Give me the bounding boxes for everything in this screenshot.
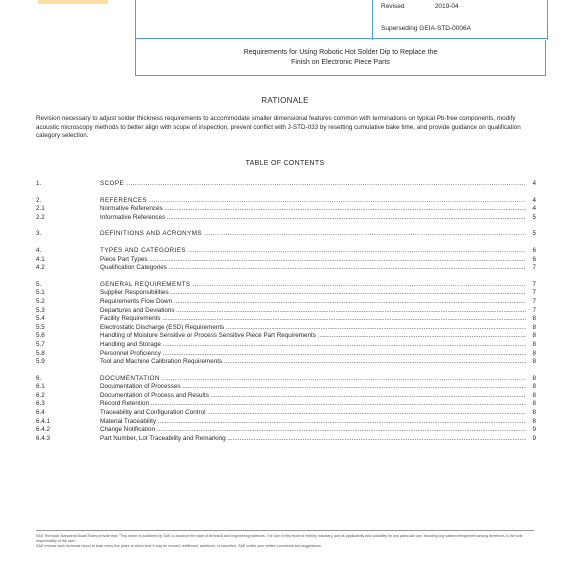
toc-entry-number: 5.7 (36, 340, 45, 348)
toc-entry-page: 7 (526, 289, 536, 298)
toc-entry-title: Facility Requirements ..... (100, 315, 526, 324)
toc-entry-number: 2.1 (36, 205, 45, 213)
toc-entry-title: Traceability and Configuration Control ..... (100, 409, 526, 418)
toc-entry-page: 5 (526, 230, 536, 239)
toc-entry-page: 9 (526, 426, 536, 435)
rationale-text: Revision necessary to adjust solder thickness requirements to accommodate smaller dimensional features common with terminations on typical Pb-free components, modify acoustic microscopy methods to better align with scope of inspection, prevent conflict with J-STD-033 by resetting cumulative bake time, and provide guidance on qualification category selection. (36, 115, 521, 140)
toc-entry-number: 5.3 (36, 306, 45, 314)
toc-entry-title: Personnel Proficiency ..... (100, 350, 526, 359)
toc-entry-number: 5.8 (36, 349, 45, 357)
toc-entry-number: 6. (36, 374, 42, 382)
toc-entry-number: 2. (36, 196, 42, 204)
toc-entry[interactable] (36, 435, 536, 444)
legal-footer: SAE Technical Standards Board Rules provide that: "This report is published by SAE to advance the state of technical and engineering sciences. The use of this report is entirely voluntary, and its applicability and suitability for any particular use, including any patent infringement arising therefrom, is the sole responsibility of the user." SAE reviews each technical report at least every five years at which time it may be revised, reaffirmed, stabilized, or cancelled. SAE invites your written comments and suggestions. (36, 534, 523, 548)
toc-entry-number: 6.4.2 (36, 426, 51, 434)
rationale-heading: RATIONALE (261, 96, 309, 105)
toc-entry-page: 8 (526, 324, 536, 333)
toc-entry-number: 5.2 (36, 297, 45, 305)
toc-entry-page: 8 (526, 332, 536, 341)
toc-entry-page: 6 (526, 256, 536, 265)
toc-entry-title: Departures and Deviations ..... (100, 307, 526, 316)
toc-entry-number: 6.4.3 (36, 434, 51, 442)
toc-entry-title: Change Notification ..... (100, 426, 526, 435)
revised-date: 2019-04 (434, 3, 459, 10)
toc-entry-number: 5.1 (36, 289, 45, 297)
toc-entry[interactable] (36, 214, 536, 223)
toc-entry-page: 8 (526, 341, 536, 350)
toc-entry[interactable] (36, 247, 536, 256)
toc-entry-page: 7 (526, 307, 536, 316)
toc-entry[interactable] (36, 205, 536, 214)
toc-entry-number: 2.2 (36, 213, 45, 221)
toc-entry-page: 8 (526, 400, 536, 409)
toc-entry-number: 4.1 (36, 255, 45, 263)
toc-entry-title: Handling and Storage ..... (100, 341, 526, 350)
toc-entry-title: GENERAL REQUIREMENTS ..... (100, 281, 526, 290)
toc-entry-title: Normative References ..... (100, 205, 526, 214)
toc-entry[interactable] (36, 289, 536, 298)
toc-entry[interactable] (36, 281, 536, 290)
toc-entry-number: 5. (36, 280, 42, 288)
toc-entry[interactable] (36, 315, 536, 324)
toc-entry-number: 6.2 (36, 391, 45, 399)
toc-entry-number: 5.6 (36, 332, 45, 340)
toc-entry-number: 1. (36, 180, 42, 187)
toc-heading: TABLE OF CONTENTS (245, 160, 325, 167)
toc-entry[interactable] (36, 383, 536, 392)
toc-entry-page: 5 (526, 214, 536, 223)
toc-entry-title: Documentation of Process and Results ..... (100, 392, 526, 401)
toc-entry-title: Material Traceability ..... (100, 418, 526, 427)
toc-entry-title: Record Retention ..... (100, 400, 526, 409)
toc-entry-page: 8 (526, 383, 536, 392)
toc-entry[interactable] (36, 256, 536, 265)
document-title-box (135, 40, 546, 76)
document-title: Requirements for Using Robotic Hot Solder Dip to Replace the Finish on Electronic Piece Parts (243, 49, 438, 66)
toc-entry-number: 5.9 (36, 358, 45, 366)
toc-entry-title: Documentation of Processes ..... (100, 383, 526, 392)
toc-entry-number: 5.4 (36, 315, 45, 323)
toc-entry-page: 4 (526, 197, 536, 206)
toc-entry[interactable] (36, 341, 536, 350)
toc-entry-title: Qualification Categories ..... (100, 264, 526, 273)
toc-entry-page: 7 (526, 298, 536, 307)
toc-entry-page: 6 (526, 247, 536, 256)
toc-entry[interactable] (36, 180, 536, 189)
superseding-note: Superseding GEIA-STD-0006A (381, 25, 471, 32)
toc-entry-title: Requirements Flow Down ..... (100, 298, 526, 307)
toc-entry[interactable] (36, 197, 536, 206)
toc-entry-page: 8 (526, 315, 536, 324)
toc-entry-title: Part Number, Lot Traceability and Remarking ..... (100, 435, 526, 444)
toc-entry[interactable] (36, 409, 536, 418)
toc-entry-page: 8 (526, 418, 536, 427)
toc-entry-page: 8 (526, 358, 536, 367)
footer-rule (36, 530, 534, 531)
toc-entry[interactable] (36, 392, 536, 401)
toc-entry-title: Informative References ..... (100, 214, 526, 223)
toc-entry[interactable] (36, 307, 536, 316)
toc-entry[interactable] (36, 298, 536, 307)
toc-entry[interactable] (36, 400, 536, 409)
publisher-logo-mark (38, 0, 108, 4)
toc-entry[interactable] (36, 324, 536, 333)
toc-entry-page: 4 (526, 180, 536, 189)
toc-entry-number: 6.3 (36, 400, 45, 408)
toc-entry-number: 4. (36, 246, 42, 254)
revised-label: Revised (381, 3, 405, 10)
toc-entry-title: Electrostatic Discharge (ESD) Requirements ..... (100, 324, 526, 333)
toc-entry-title: Piece Part Types ..... (100, 256, 526, 265)
toc-entry[interactable] (36, 418, 536, 427)
toc-entry[interactable] (36, 426, 536, 435)
toc-entry-title: Supplier Responsibilities ..... (100, 289, 526, 298)
toc-entry-page: 8 (526, 409, 536, 418)
toc-entry-title: REFERENCES ..... (100, 197, 526, 206)
toc-entry-title: Handling of Moisture Sensitive or Process Sensitive Piece Part Requirements ..... (100, 332, 526, 341)
toc-entry-page: 4 (526, 205, 536, 214)
toc-entry-page: 7 (526, 264, 536, 273)
toc-entry-number: 5.5 (36, 323, 45, 331)
toc-entry[interactable] (36, 375, 536, 384)
toc-entry[interactable] (36, 264, 536, 273)
toc-entry-number: 6.4.1 (36, 417, 51, 425)
revised-line (381, 3, 459, 10)
toc-entry[interactable] (36, 332, 536, 341)
toc-entry-number: 3. (36, 230, 42, 238)
toc-entry[interactable] (36, 358, 536, 367)
toc-entry[interactable] (36, 350, 536, 359)
toc-entry-page: 8 (526, 375, 536, 384)
toc-entry-title: DEFINITIONS AND ACRONYMS ..... (100, 230, 526, 239)
toc-entry-number: 4.2 (36, 264, 45, 272)
toc-entry-page: 9 (526, 435, 536, 444)
document-header-box (135, 0, 548, 40)
toc-entry-title: Tool and Machine Calibration Requirements ..... (100, 358, 526, 367)
toc-entry-title: TYPES AND CATEGORIES ..... (100, 247, 526, 256)
toc-entry-page: 8 (526, 350, 536, 359)
toc-entry-title: SCOPE ..... (100, 180, 526, 189)
toc-entry-page: 8 (526, 392, 536, 401)
toc-entry[interactable] (36, 230, 536, 239)
toc-entry-number: 6.4 (36, 409, 45, 417)
table-of-contents (36, 180, 536, 443)
toc-entry-title: DOCUMENTATION ..... (100, 375, 526, 384)
toc-entry-number: 6.1 (36, 383, 45, 391)
toc-entry-page: 7 (526, 281, 536, 290)
